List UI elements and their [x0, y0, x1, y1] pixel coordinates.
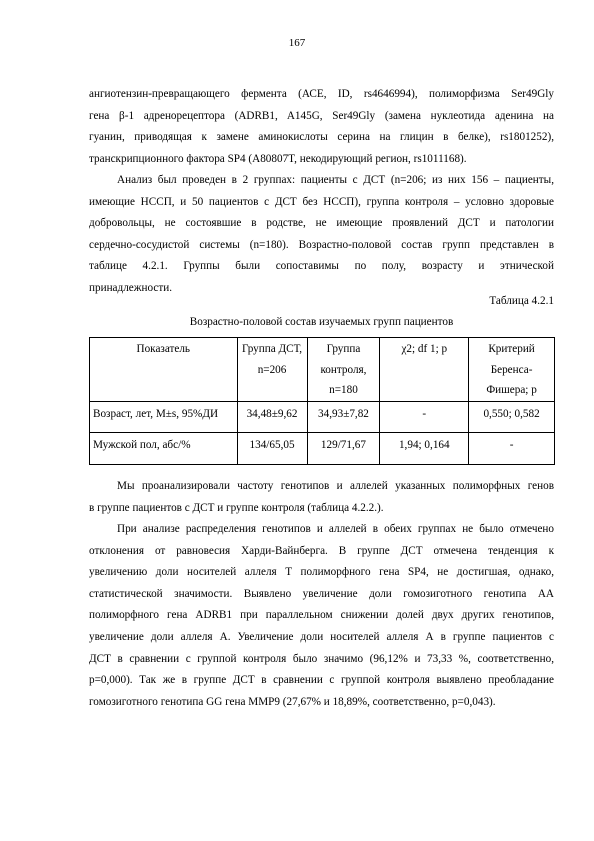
table-cell: - — [380, 401, 469, 433]
text-line: ангиотензин-превращающего фермента (АСЕ, ID, rs4646994), полиморфизма Ser49Gly — [89, 88, 554, 100]
text-line: гуанин, приводящая к замене аминокислоты серина на глицин в белке), rs1801252), — [89, 131, 554, 144]
column-header: Группа ДСТ, n=206 — [237, 338, 307, 402]
paragraph-1 — [89, 84, 554, 170]
paragraph-2 — [89, 170, 554, 300]
text-line: статистической значимости. Выявлено увеличение доли гомозиготного генотипа АА — [89, 587, 554, 600]
paragraph-4 — [89, 519, 554, 713]
text-line: сердечно-сосудистой системы (n=180). Возрастно-половой состав групп представлен в — [89, 238, 554, 251]
table-label: Таблица 4.2.1 — [489, 295, 554, 307]
text-line: имеющие НССП, и 50 пациентов с ДСТ без НССП), группа контроля – условно здоровые — [89, 195, 554, 208]
text-line: таблице 4.2.1. Группы были сопоставимы по полу, возрасту и этнической — [89, 260, 554, 273]
text-line: увеличению доли носителей аллеля Т полиморфного гена SP4, не достигшая, однако, — [89, 566, 554, 579]
text-line: добровольцы, не состоявшие в родстве, не имеющие проявлений ДСТ и патологии — [89, 217, 554, 230]
table-cell: 34,93±7,82 — [307, 401, 380, 433]
table-cell: 134/65,05 — [237, 433, 307, 465]
table-cell: 1,94; 0,164 — [380, 433, 469, 465]
demographics-table — [89, 337, 555, 465]
column-header: χ2; df 1; p — [380, 338, 469, 402]
table-cell: 0,550; 0,582 — [469, 401, 555, 433]
table-cell: - — [469, 433, 555, 465]
text-line: ДСТ в сравнении с группой контроля было значимо (96,12% и 73,33 %, соответственно, — [89, 652, 554, 665]
table-cell: Возраст, лет, M±s, 95%ДИ — [90, 401, 238, 433]
text-line: гомозиготного генотипа GG гена ММР9 (27,67% и 18,89%, соответственно, p=0,043). — [89, 695, 496, 708]
paragraph-3 — [89, 476, 554, 519]
table-row — [90, 433, 555, 465]
table-row — [90, 401, 555, 433]
text-line: увеличение доли аллеля А. Увеличение доли носителей аллеля А в группе пациентов с — [89, 630, 554, 643]
text-line: При анализе распределения генотипов и аллелей в обеих группах не было отмечено — [117, 523, 554, 535]
text-line: гена β-1 адренорецептора (ADRB1, A145G, Ser49Gly (замена нуклеотида аденина на — [89, 109, 554, 122]
text-line: полиморфного гена ADRB1 при параллельном снижении долей двух других генотипов, — [89, 609, 554, 622]
table-cell: Мужской пол, абс/% — [90, 433, 238, 465]
text-line: транскрипционного фактора SP4 (A80807T, некодирующий регион, rs1011168). — [89, 152, 467, 165]
table-title: Возрастно-половой состав изучаемых групп пациентов — [189, 316, 454, 328]
column-header: Группа контроля, n=180 — [307, 338, 380, 402]
column-header: Показатель — [90, 338, 238, 402]
text-line: отклонения от равновесия Харди-Вайнберга. В группе ДСТ отмечена тенденция к — [89, 544, 554, 557]
table-header-row — [90, 338, 555, 402]
text-line: p=0,000). Так же в группе ДСТ в сравнении с группой контроля выявлено преобладание — [89, 674, 554, 687]
text-line: Мы проанализировали частоту генотипов и аллелей указанных полиморфных генов — [117, 480, 554, 492]
table-cell: 129/71,67 — [307, 433, 380, 465]
page-number: 167 — [288, 37, 306, 49]
text-line: Анализ был проведен в 2 группах: пациенты с ДСТ (n=206; из них 156 – пациенты, — [117, 174, 554, 186]
text-line: в группе пациентов с ДСТ и группе контроля (таблица 4.2.2.). — [89, 501, 384, 514]
column-header: Критерий Беренса- Фишера; p — [469, 338, 555, 402]
table-cell: 34,48±9,62 — [237, 401, 307, 433]
text-line: принадлежности. — [89, 281, 172, 294]
